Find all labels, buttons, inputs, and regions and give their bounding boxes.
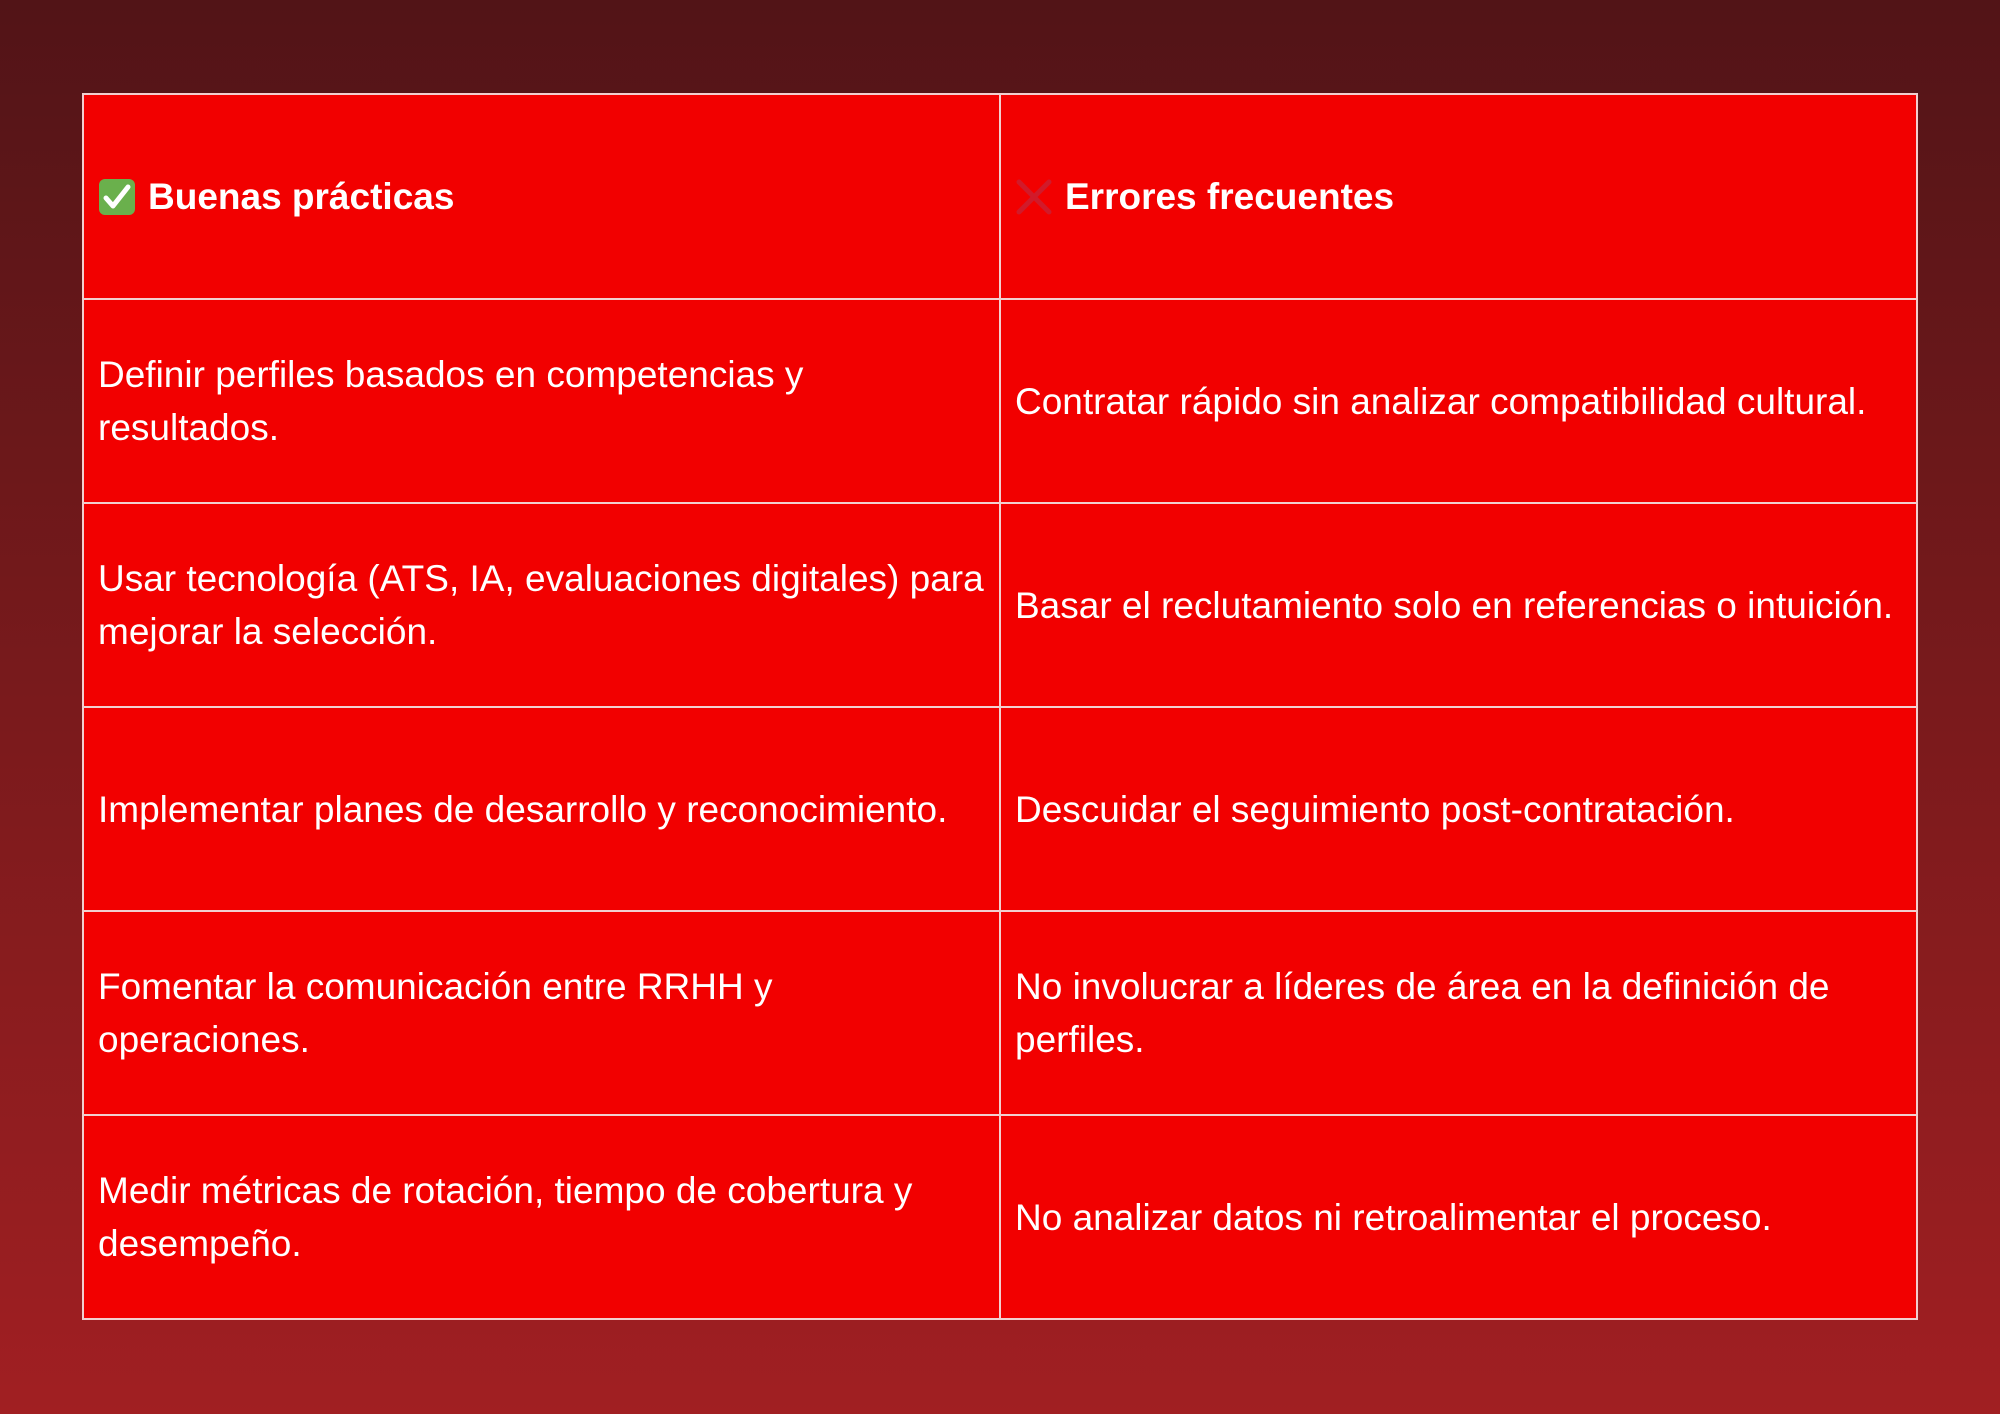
good-practice-cell: Usar tecnología (ATS, IA, evaluaciones digitales) para mejorar la selección. [83,503,1000,707]
cross-icon [1015,178,1053,216]
common-error-cell: Contratar rápido sin analizar compatibilidad cultural. [1000,299,1917,503]
table-row [83,503,1917,707]
table-row [83,1115,1917,1319]
common-error-cell: Descuidar el seguimiento post-contratación. [1000,707,1917,911]
good-practice-cell: Implementar planes de desarrollo y reconocimiento. [83,707,1000,911]
good-practice-cell: Medir métricas de rotación, tiempo de cobertura y desempeño. [83,1115,1000,1319]
header-common-errors [1000,94,1917,299]
header-good-practices-label: Buenas prácticas [148,176,455,217]
table-row [83,707,1917,911]
header-good-practices [83,94,1000,299]
common-error-cell: No analizar datos ni retroalimentar el proceso. [1000,1115,1917,1319]
good-practice-cell: Definir perfiles basados en competencias y resultados. [83,299,1000,503]
table-row [83,911,1917,1115]
common-error-cell: Basar el reclutamiento solo en referencias o intuición. [1000,503,1917,707]
common-error-cell: No involucrar a líderes de área en la definición de perfiles. [1000,911,1917,1115]
good-practice-cell: Fomentar la comunicación entre RRHH y operaciones. [83,911,1000,1115]
header-common-errors-label: Errores frecuentes [1065,176,1395,217]
check-icon [98,178,136,216]
table-row [83,299,1917,503]
comparison-table [82,93,1918,1320]
table-header-row [83,94,1917,299]
